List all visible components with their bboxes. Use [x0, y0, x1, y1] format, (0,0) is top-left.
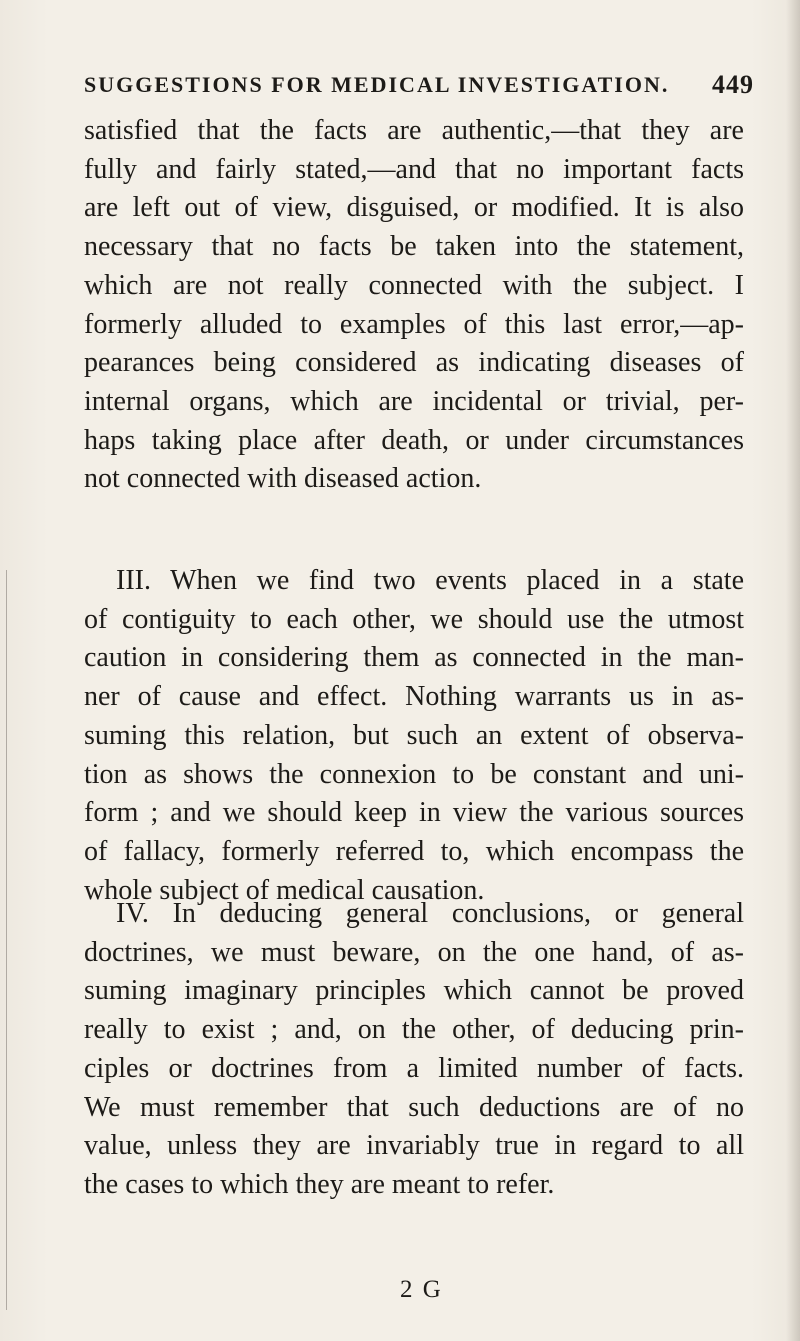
text-line: doctrines, we must beware, on the one hand, of as- [84, 936, 744, 968]
text-line: III. When we find two events placed in a state [116, 565, 744, 596]
text-line: necessary that no facts be taken into the statement, [84, 231, 744, 263]
gutter-line [6, 570, 7, 1310]
text-line: are left out of view, disguised, or modified. It is also [84, 192, 744, 224]
text-line: suming imaginary principles which cannot be proved [84, 975, 744, 1007]
text-line: the cases to which they are meant to refer. [84, 1168, 555, 1200]
text-line: whole subject of medical causation. [84, 874, 485, 906]
text-line: value, unless they are invariably true in regard to all [84, 1130, 744, 1162]
text-line: internal organs, which are incidental or trivial, per- [84, 385, 744, 417]
text-line: ner of cause and effect. Nothing warrants us in as- [84, 681, 744, 713]
text-line: not connected with diseased action. [84, 463, 482, 495]
text-line: We must remember that such deductions are of no [84, 1091, 744, 1123]
text-line: satisfied that the facts are authentic,—that they are [84, 115, 744, 146]
text-line: form ; and we should keep in view the various sources [84, 797, 744, 829]
text-line: really to exist ; and, on the other, of deducing prin- [84, 1014, 744, 1046]
text-line: suming this relation, but such an extent of observa- [84, 719, 744, 751]
paragraph-section-iii [84, 562, 744, 910]
text-line: of fallacy, formerly referred to, which encompass the [84, 835, 744, 867]
text-line: which are not really connected with the subject. I [84, 269, 744, 301]
text-line: fully and fairly stated,—and that no important facts [84, 153, 744, 185]
text-line: pearances being considered as indicating diseases of [84, 347, 744, 379]
text-line: IV. In deducing general conclusions, or general [116, 898, 744, 929]
text-line: tion as shows the connexion to be constant and uni- [84, 758, 744, 790]
page-edge-shadow [786, 0, 800, 1341]
page-number: 449 [712, 70, 754, 99]
text-line: of contiguity to each other, we should use the utmost [84, 603, 744, 635]
running-head-title: SUGGESTIONS FOR MEDICAL INVESTIGATION. [84, 72, 670, 97]
text-line: caution in considering them as connected in the man- [84, 642, 744, 674]
paragraph-section-iv [84, 895, 744, 1205]
paragraph-continuation [84, 112, 744, 499]
text-line: ciples or doctrines from a limited number of facts. [84, 1052, 744, 1084]
signature-mark: 2 G [400, 1276, 443, 1303]
text-line: haps taking place after death, or under circumstances [84, 424, 744, 456]
text-line: formerly alluded to examples of this last error,—ap- [84, 308, 744, 340]
